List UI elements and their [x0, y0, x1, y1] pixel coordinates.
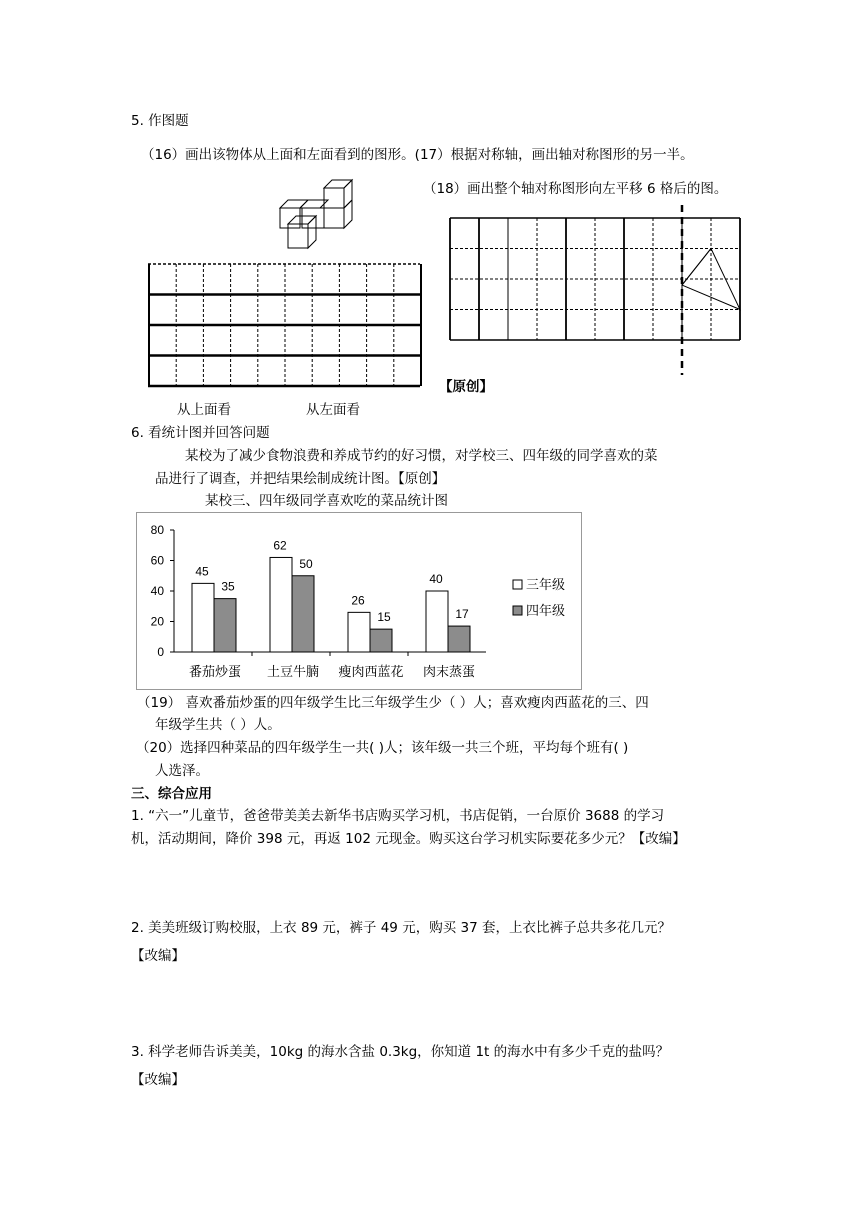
legend-label: 三年级	[526, 578, 566, 593]
legend-swatch	[513, 580, 522, 589]
legend-swatch	[513, 606, 522, 615]
section-5-heading: 5. 作图题	[131, 113, 189, 129]
category-label: 番茄炒蛋	[188, 665, 242, 680]
triangle-edge	[682, 249, 711, 286]
bar	[192, 583, 214, 652]
question-19-line-1: （19） 喜欢番茄炒蛋的四年级学生比三年级学生少（ ）人；喜欢瘦肉西蓝花的三、四	[137, 695, 649, 711]
original-tag: 【原创】	[439, 379, 493, 395]
y-tick-label: 60	[150, 553, 164, 568]
bar	[270, 557, 292, 652]
category-label: 肉末蒸蛋	[422, 665, 476, 680]
intro-line-2: 品进行了调查，并把结果绘制成统计图。【原创】	[155, 471, 446, 487]
bar	[370, 629, 392, 652]
question-18: （18）画出整个轴对称图形向左平移 6 格后的图。	[423, 181, 728, 197]
data-label: 17	[455, 607, 469, 622]
problem-1-line-2: 机，活动期间，降价 398 元，再返 102 元现金。购买这台学习机实际要花多少元？【改编】	[131, 831, 686, 847]
section-6-heading: 6. 看统计图并回答问题	[131, 425, 270, 441]
bar	[348, 612, 370, 652]
chart-title: 某校三、四年级同学喜欢吃的菜品统计图	[205, 493, 448, 509]
category-label: 土豆牛腩	[266, 665, 320, 680]
section-3-heading: 三、综合应用	[131, 786, 212, 802]
data-label: 26	[351, 593, 365, 608]
problem-3-line-1: 3. 科学老师告诉美美，10kg 的海水含盐 0.3kg，你知道 1t 的海水中有多少千克的盐吗？	[131, 1044, 670, 1060]
data-label: 35	[221, 579, 235, 594]
bar	[426, 591, 448, 652]
cube-figure	[276, 175, 366, 255]
question-19-line-2: 年级学生共（ ）人。	[155, 717, 281, 733]
question-20-line-1: （20）选择四种菜品的四年级学生一共( )人；该年级一共三个班，平均每个班有( )	[136, 740, 629, 756]
category-label: 瘦肉西蓝花	[338, 665, 404, 680]
intro-line-1: 某校为了减少食物浪费和养成节约的好习惯，对学校三、四年级的同学喜欢的菜	[185, 448, 658, 464]
data-label: 40	[429, 572, 443, 586]
question-16-17: （16）画出该物体从上面和左面看到的图形。(17）根据对称轴，画出轴对称图形的另一半。	[141, 147, 694, 163]
drawing-grid-right	[448, 205, 748, 375]
legend-label: 四年级	[526, 604, 566, 619]
bar-chart	[136, 512, 582, 690]
problem-2-line-1: 2. 美美班级订购校服，上衣 89 元，裤子 49 元，购买 37 套，上衣比裤子总共多花几元？	[131, 920, 671, 936]
bar	[292, 576, 314, 652]
data-label: 45	[195, 564, 209, 579]
y-tick-label: 80	[150, 523, 164, 537]
data-label: 50	[299, 556, 313, 571]
y-tick-label: 0	[157, 645, 164, 659]
data-label: 62	[273, 538, 287, 553]
problem-1-line-1: 1. “六一”儿童节，爸爸带美美去新华书店购买学习机，书店促销，一台原价 3688 的学习	[131, 808, 665, 824]
label-view-from-top: 从上面看	[177, 402, 231, 418]
problem-3-line-2: 【改编】	[131, 1072, 185, 1088]
problem-2-line-2: 【改编】	[131, 948, 185, 964]
data-label: 15	[377, 610, 391, 625]
bar	[214, 599, 236, 652]
label-view-from-left: 从左面看	[306, 402, 360, 418]
drawing-grid-left	[148, 263, 422, 387]
y-tick-label: 40	[150, 584, 164, 598]
bar	[448, 626, 470, 652]
y-tick-label: 20	[150, 614, 164, 629]
question-20-line-2: 人选泽。	[155, 763, 209, 779]
